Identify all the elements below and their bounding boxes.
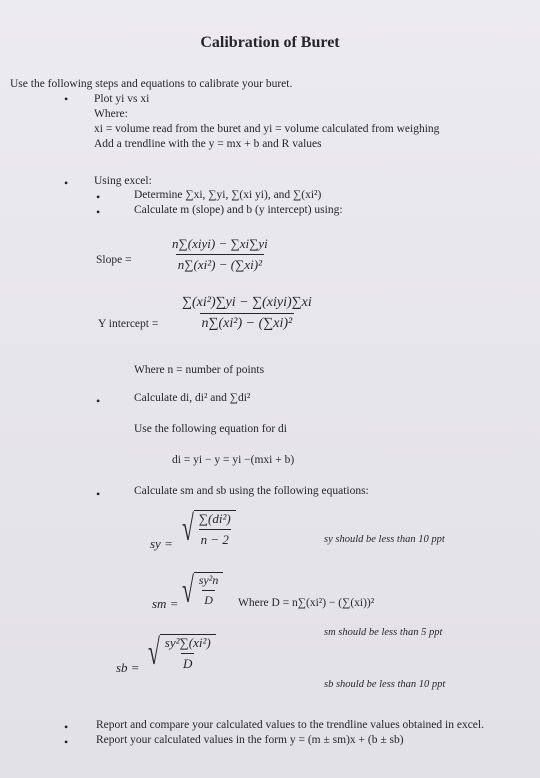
sb-radical: √ — [147, 632, 160, 672]
sb-label: sb = — [116, 660, 140, 675]
bullet-5: • — [64, 720, 69, 734]
calculate-d: Calculate di, di² and ∑di² — [134, 392, 251, 404]
slope-numerator: n∑(xiyi) − ∑xi∑yi — [172, 236, 268, 251]
intercept-numerator: ∑(xi²)∑yi − ∑(xiyi)∑xi — [182, 295, 312, 310]
variable-definition: xi = volume read from the buret and yi = volume calculated from weighing — [94, 123, 440, 135]
intro-text: Use the following steps and equations to calibrate your buret. — [10, 78, 293, 90]
bullet-2: • — [64, 176, 69, 190]
report-form: Report your calculated values in the form y = (m ± sm)x + (b ± sb) — [96, 734, 404, 746]
intercept-formula — [180, 295, 314, 332]
slope-denominator: n∑(xi²) − (∑xi)² — [176, 254, 264, 273]
sy-numerator: ∑(di²) — [198, 511, 231, 526]
sy-radical: √ — [181, 508, 194, 548]
sy-label: sy = — [150, 536, 173, 551]
sm-radical: √ — [181, 570, 194, 610]
where-label: Where: — [94, 108, 128, 120]
sb-denominator: D — [181, 653, 194, 672]
sy-formula — [178, 510, 236, 548]
calculate-slope-intercept: Calculate m (slope) and b (y intercept) using: — [134, 204, 343, 216]
use-equation-d: Use the following equation for di — [134, 423, 287, 435]
sm-formula — [178, 572, 223, 608]
sy-note: sy should be less than 10 ppt — [324, 534, 445, 545]
sub-bullet-1: • — [96, 190, 101, 204]
bullet-3: • — [96, 394, 101, 408]
slope-label: Slope = — [96, 254, 132, 266]
page-title: Calibration of Buret — [200, 34, 340, 51]
report-compare: Report and compare your calculated values to the trendline values obtained in excel. — [96, 719, 484, 731]
bullet-1: • — [64, 92, 69, 106]
sy-denominator: n − 2 — [199, 529, 231, 548]
trendline-instruction: Add a trendline with the y = mx + b and R values — [94, 138, 322, 150]
sm-label: sm = — [152, 596, 179, 611]
bullet-6: • — [64, 735, 69, 749]
plot-instruction: Plot yi vs xi — [94, 93, 150, 105]
calculate-s: Calculate sm and sb using the following equations: — [134, 485, 369, 497]
intercept-denominator: n∑(xi²) − (∑xi)² — [200, 313, 295, 332]
sb-note: sb should be less than 10 ppt — [324, 679, 446, 690]
sb-formula — [144, 634, 216, 672]
where-n-note: Where n = number of points — [134, 364, 265, 376]
determine-sums: Determine ∑xi, ∑yi, ∑(xi yi), and ∑(xi²) — [134, 189, 322, 201]
sm-numerator: sy²n — [198, 573, 219, 587]
sb-numerator: sy²∑(xi²) — [164, 635, 211, 650]
bullet-4: • — [96, 487, 101, 501]
sm-denominator: D — [202, 590, 215, 608]
slope-formula — [170, 236, 270, 273]
intercept-label: Y intercept = — [98, 318, 159, 330]
sub-bullet-2: • — [96, 205, 101, 219]
d-equation: di = yi − y = yi −(mxi + b) — [172, 454, 295, 466]
sm-note: sm should be less than 5 ppt — [324, 627, 443, 638]
using-excel: Using excel: — [94, 175, 152, 187]
sm-where-d: Where D = n∑(xi²) − (∑(xi))² — [238, 597, 375, 609]
